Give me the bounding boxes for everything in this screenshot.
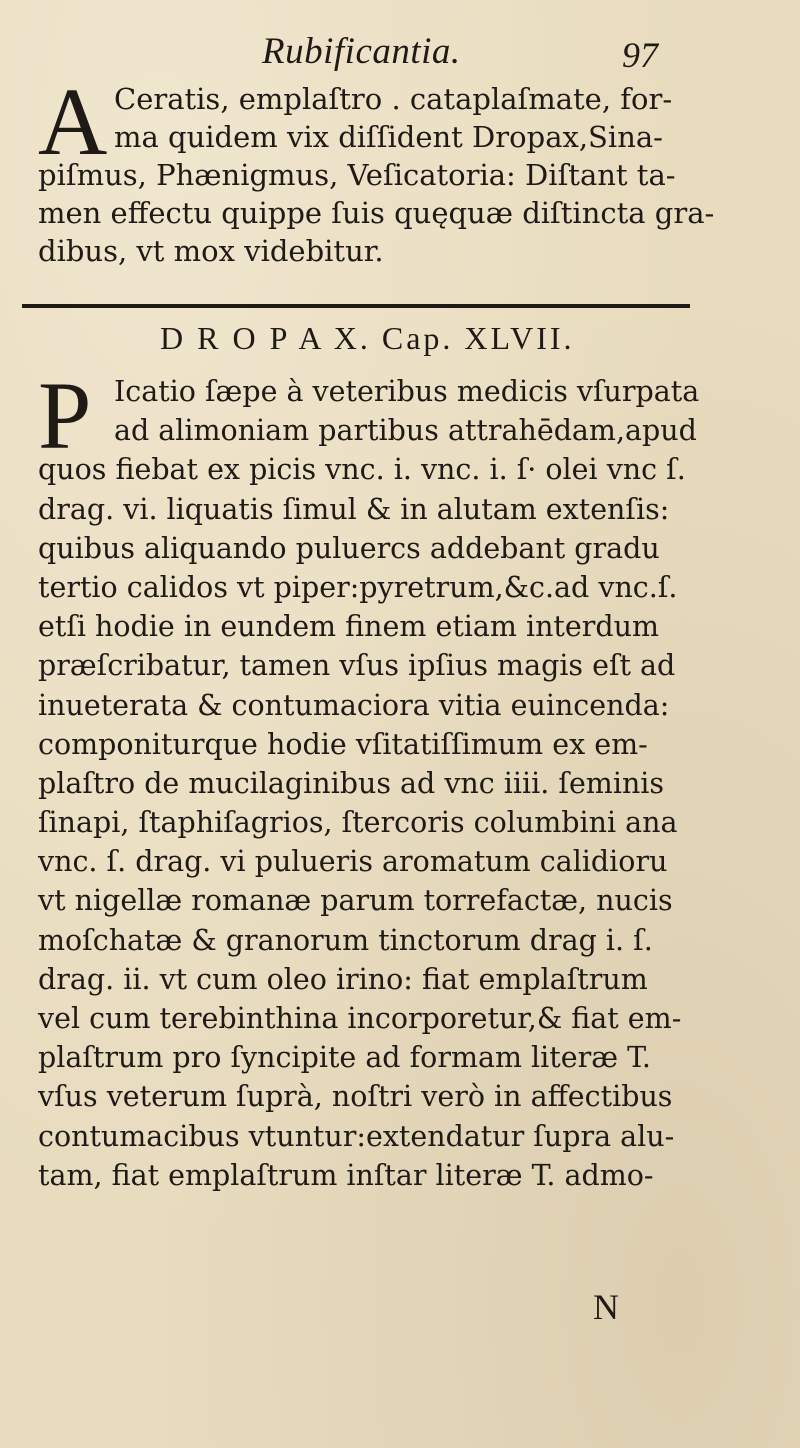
intro-line: ma quidem vix diſſident Dropax,Sina- xyxy=(114,120,663,154)
chapter-heading: D R O P A X. Cap. XLVII. xyxy=(160,320,575,356)
body-line: vt nigellæ romanæ parum torrefactæ, nucis xyxy=(38,884,673,918)
body-line: componiturque hodie vſitatiſſimum ex em- xyxy=(38,727,648,761)
body-line: vnc. ſ. drag. vi pulueris aromatum calidioru xyxy=(38,845,668,879)
body-line: moſchatæ & granorum tinctorum drag i. ſ. xyxy=(38,923,653,957)
page-number: 97 xyxy=(622,35,658,75)
intro-line: dibus, vt mox videbitur. xyxy=(38,234,384,268)
body-line: drag. vi. liquatis ſimul & in alutam extenſis: xyxy=(38,492,670,526)
body-line: tertio calidos vt piper:pyretrum,&c.ad vnc.ſ. xyxy=(38,570,678,604)
body-drop-cap: P xyxy=(38,362,92,469)
body-line: ſinapi, ſtaphiſagrios, ſtercoris columbini ana xyxy=(38,806,678,840)
body-line: tam, fiat emplaſtrum inſtar literæ T. admo- xyxy=(38,1158,654,1192)
body-line: quibus aliquando puluercs addebant gradu xyxy=(38,531,660,565)
intro-line: men effectu quippe ſuis quęquæ diſtincta gra- xyxy=(38,196,715,230)
intro-line: Ceratis, emplaſtro . cataplaſmate, for- xyxy=(114,82,673,116)
body-line: etſi hodie in eundem finem etiam interdum xyxy=(38,610,660,644)
body-line: vel cum terebinthina incorporetur,& fiat em- xyxy=(38,1002,682,1035)
section-divider xyxy=(22,304,690,308)
body-line: plaſtro de mucilaginibus ad vnc iiii. ſeminis xyxy=(38,766,665,800)
body-line: quos fiebat ex picis vnc. i. vnc. i. ſ· olei vnc ſ. xyxy=(38,453,686,487)
signature-mark: N xyxy=(593,1287,619,1327)
intro-drop-cap: A xyxy=(38,68,108,175)
body-line: præſcribatur, tamen vſus ipſius magis eſt ad xyxy=(38,649,676,683)
body-line: ad alimoniam partibus attrahēdam,apud xyxy=(114,414,697,448)
body-line: contumacibus vtuntur:extendatur ſupra alu- xyxy=(38,1119,675,1153)
page-header xyxy=(0,24,800,74)
intro-line: piſmus, Phænigmus, Veſicatoria: Diſtant ta- xyxy=(38,158,676,192)
body-line: vſus veterum ſuprà, noſtri verò in affectibus xyxy=(38,1080,673,1114)
body-line: drag. ii. vt cum oleo irino: fiat emplaſtrum xyxy=(38,962,648,996)
running-head: Rubificantia. xyxy=(262,31,461,72)
body-line: inueterata & contumaciora vitia euincenda: xyxy=(38,688,670,722)
body-line: plaſtrum pro ſyncipite ad formam literæ T. xyxy=(38,1041,651,1075)
body-line: Icatio ſæpe à veteribus medicis vſurpata xyxy=(114,375,700,408)
